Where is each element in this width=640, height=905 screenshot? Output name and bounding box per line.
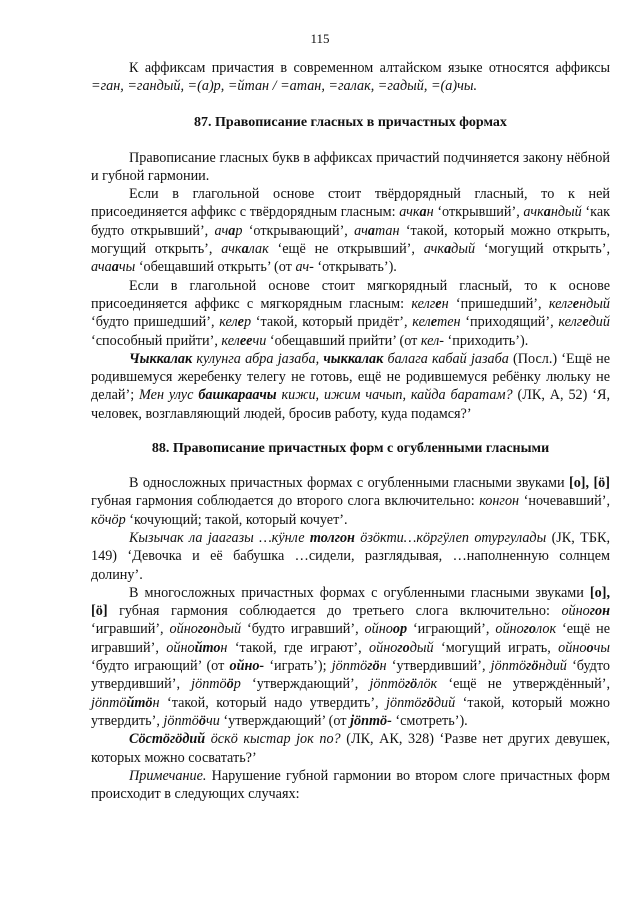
italic-text: р	[243, 314, 252, 331]
emphasis-text: е	[430, 314, 438, 331]
emphasis-text: гон	[589, 603, 610, 620]
italic-text: кулунга абра јазаба,	[192, 350, 324, 367]
emphasis-text: го	[397, 639, 410, 656]
italic-text: јӧптӧ	[163, 712, 199, 729]
italic-text: келг	[548, 295, 573, 312]
emphasis-text: е	[237, 314, 244, 331]
italic-text: ӧзӧкти…кӧргӱлеп отургулады	[354, 529, 547, 546]
italic-text: кел	[221, 332, 240, 349]
emphasis-text: а	[111, 259, 119, 276]
emphasis-text: ее	[239, 332, 253, 349]
emphasis-text: а	[367, 222, 375, 239]
italic-text: јӧптӧ	[191, 676, 227, 693]
italic-text: дый	[451, 241, 476, 258]
s87-paragraph-1: Правописание гласных букв в аффиксах причастий подчиняется закону нёбной и губной гармонии.	[91, 149, 610, 184]
italic-text: ойно	[169, 621, 198, 638]
italic-text: н	[426, 204, 434, 221]
italic-text: Мен улус	[139, 387, 199, 404]
s87-paragraph-3: Если в глагольной основе стоит мягкорядный гласный, то к основе присоединяется аффикс с мягкорядным гласным: келген ‘пришедший’, келгендый ‘будто пришедший’, келер ‘такой, который придёт’, келетен ‘приходящий’, келгедий ‘способный прийти’, келеечи ‘обещавший прийти’ (от кел- ‘приходить’).	[91, 277, 610, 349]
italic-text: н	[220, 639, 228, 656]
emphasis-text: е	[572, 295, 580, 312]
italic-text: ача	[91, 259, 112, 276]
emphasis-text: а	[444, 241, 452, 258]
italic-text: р	[235, 222, 243, 239]
italic-text: ойно	[364, 621, 393, 638]
italic-text: лӧк	[417, 676, 438, 693]
italic-text: Кызычак ла јаагазы …кӱнле	[129, 529, 310, 546]
emphasis-text: е	[435, 295, 442, 312]
italic-text: ойно	[166, 639, 195, 656]
s87-paragraph-2: Если в глагольной основе стоит твёрдорядный гласный, то к ней присоединяется аффикс с твёрдорядным гласным: ачкан ‘открывший’, ачкандый ‘как будто открывший’, ачар ‘открывающий’, ачатан ‘такой, который можно открыть, могущий открыть’, ачкалак ‘ещё не открывший’, ачкадый ‘могущий открыть’, ачаачы ‘обещавший открыть’ (от ач- ‘открывать’).	[91, 186, 611, 276]
italic-text: лак	[248, 241, 269, 258]
italic-text: ӧскӧ кыстар јок по?	[205, 731, 341, 748]
emphasis-text: ор	[392, 621, 408, 638]
emphasis-text: Чыккалак	[129, 350, 193, 367]
italic-text: тен	[437, 314, 461, 331]
italic-text: балага кабай јазаба	[383, 350, 509, 367]
italic-text: чы	[593, 639, 610, 656]
s88-paragraph-1: В односложных причастных формах с огубленными гласными звуками [о], [ӧ] губная гармония соблюдается до второго слога включительно: конгон ‘ночевавший’, кӧчӧр ‘кочующий; такой, который кочует’.	[91, 475, 610, 528]
italic-text: лок	[536, 621, 557, 638]
italic-text: ач	[354, 222, 368, 239]
emphasis-text: го	[197, 621, 211, 638]
italic-text: јӧптӧ	[386, 694, 422, 711]
italic-text: јӧптӧ	[91, 694, 127, 711]
italic-text: ойно	[495, 621, 524, 638]
italic-text: јӧптӧ	[490, 658, 527, 675]
italic-text: кел	[219, 314, 238, 331]
emphasis-text: а	[228, 222, 236, 239]
italic-text: дый	[409, 639, 434, 656]
italic-text: н	[441, 295, 449, 312]
italic-text: ач	[214, 222, 229, 239]
italic-text: јӧптӧ	[331, 658, 368, 675]
emphasis-text: ӧ	[226, 676, 234, 693]
emphasis-text: [о], [ӧ]	[568, 475, 610, 492]
emphasis-text: а	[419, 204, 427, 221]
italic-text: тан	[374, 222, 400, 239]
italic-text: ачк	[399, 204, 420, 221]
italic-text: ойно	[561, 603, 590, 620]
italic-text: ачк	[423, 241, 445, 258]
page-number: 115	[310, 31, 330, 46]
s88-paragraph-3: В многосложных причастных формах с огубленными гласными звуками [о], [ӧ] губная гармония соблюдается до третьего слога включительно: ойногон ‘игравший’, ойногондый ‘будто игравший’, ойноор ‘играющий’, ойноголок ‘ещё не игравший’, ойнойтон ‘такой, где играют’, ойногодый ‘могущий играть, ойноочы ‘будто играющий’ (от ойно- ‘играть’); јӧптӧгӧн ‘утвердивший’, јӧптӧгӧндий ‘будто утвердивший’, јӧптӧӧр ‘утверждающий’, јӧптӧгӧлӧк ‘ещё не утверждённый’, јӧптӧйтӧн ‘такой, который надо утвердить’, јӧптӧгӧдий ‘такой, который можно утвердить’, јӧптӧӧчи ‘утверждающий’ (от јӧптӧ- ‘смотреть’).	[91, 584, 611, 729]
emphasis-text: гӧ	[367, 658, 380, 675]
italic-text: ндый	[210, 621, 242, 638]
emphasis-text: о	[586, 639, 594, 656]
emphasis-text: е	[582, 314, 589, 331]
italic-text: ойно	[369, 639, 398, 656]
italic-text: ачк	[221, 241, 242, 258]
s87-paragraph-4: Чыккалак кулунга абра јазаба, чыккалак балага кабай јазаба (Посл.) ‘Ещё не родившемуся жеребенку телегу не готовь, ещё не родившемуся ребёнку люльку не делай’; Мен улус башкараачы кижи, ижим чачып, кайда баратам? (ЛК, А, 52) ‘Я, человек, возглавляющий людей, бросив работу, куда подамся?’	[91, 350, 611, 422]
emphasis-text: [о], [ӧ]	[91, 584, 610, 620]
s88-paragraph-4: Сӧстӧгӧдий ӧскӧ кыстар јок по? (ЛК, АК, 328) ‘Разве нет других девушек, которых можно сосватать?’	[91, 731, 610, 766]
italic-text: ндый	[579, 295, 610, 312]
italic-text: келг	[411, 295, 436, 312]
section-87-heading: 87. Правописание гласных в причастных формах	[194, 114, 507, 130]
italic-text: чи	[205, 712, 220, 729]
italic-text: ачк	[523, 204, 544, 221]
emphasis-text: ойно-	[229, 658, 265, 675]
emphasis-text: ӧ	[198, 712, 206, 729]
emphasis-text: а	[241, 241, 249, 258]
italic-text: чы	[118, 259, 136, 276]
italic-text: кел	[412, 314, 431, 331]
italic-text: келг	[558, 314, 583, 331]
italic-text: дий	[588, 314, 610, 331]
italic-text: конгон	[479, 493, 520, 510]
italic-text: кижи, ижим чачып, кайда баратам?	[276, 387, 513, 404]
italic-text: јӧптӧ	[369, 676, 405, 693]
italic-text: ойно	[558, 639, 587, 656]
emphasis-text: гӧ	[526, 658, 539, 675]
emphasis-text: го	[523, 621, 537, 638]
italic-text: н	[379, 658, 387, 675]
italic-text: Примечание.	[129, 767, 207, 784]
italic-text: дий	[433, 694, 456, 711]
emphasis-text: Сӧстӧгӧдий	[129, 731, 206, 748]
italic-text: ач-	[295, 259, 314, 276]
s88-note-paragraph: Примечание. Нарушение губной гармонии во втором слоге причастных форм происходит в следующих случаях:	[91, 767, 610, 803]
page-body	[91, 59, 610, 803]
italic-text: н	[152, 694, 160, 711]
intro-paragraph: К аффиксам причастия в современном алтайском языке относятся аффиксы =ган, =гандый, =(а)р, =йтан / =атан, =галак, =гадый, =(а)чы.	[91, 60, 610, 95]
section-88-heading: 88. Правописание причастных форм с огубленными гласными	[151, 441, 550, 457]
italic-text: ндый	[550, 204, 582, 221]
emphasis-text: јӧптӧ-	[350, 712, 392, 729]
emphasis-text: йто	[194, 639, 221, 656]
emphasis-text: йтӧ	[126, 694, 153, 711]
italic-text: =ган, =гандый, =(а)р, =йтан / =атан, =галак, =гадый, =(а)чы.	[91, 78, 478, 95]
emphasis-text: башкараачы	[198, 387, 277, 404]
emphasis-text: толгон	[309, 529, 355, 546]
emphasis-text: гӧ	[421, 694, 434, 711]
italic-text: кӧчӧр	[91, 511, 126, 528]
emphasis-text: гӧ	[404, 676, 418, 693]
italic-text: р	[233, 676, 241, 693]
s88-paragraph-2: Кызычак ла јаагазы …кӱнле толгон ӧзӧкти…кӧргӱлеп отургулады (ЈК, ТБК, 149) ‘Девочка и её бабушка …сидели, разглядывая, …наполненную солнцем долину’.	[91, 529, 610, 583]
italic-text: чи	[252, 332, 267, 349]
emphasis-text: а	[543, 204, 551, 221]
emphasis-text: чыккалак	[323, 350, 384, 367]
italic-text: кел-	[420, 332, 444, 349]
italic-text: ндий	[538, 658, 567, 675]
